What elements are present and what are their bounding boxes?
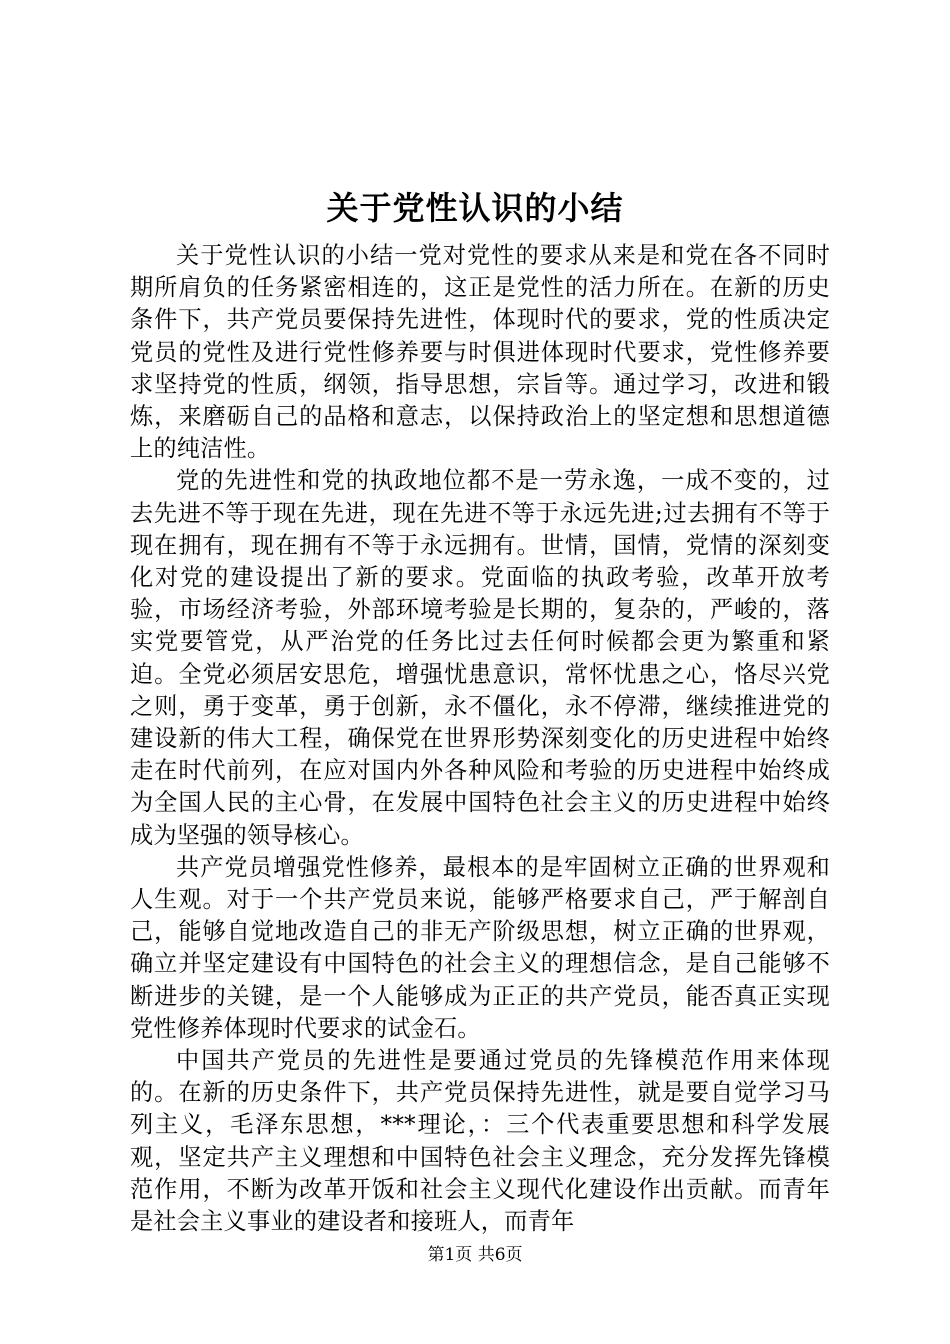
paragraph-4: 中国共产党员的先进性是要通过党员的先锋模范作用来体现的。在新的历史条件下，共产党员保持先进性，就是要自觉学习马列主义，毛泽东思想，***理论，：三个代表重要思想和科学发展观，坚定共产主义理想和中国特色社会主义理念，充分发挥先锋模范作用，不断为改革开饭和社会主义现代化建设作出贡献。而青年是社会主义事业的建设者和接班人，而青年 [130, 1047, 830, 1236]
paragraph-1: 关于党性认识的小结一党对党性的要求从来是和党在各不同时期所肩负的任务紧密相连的，这正是党性的活力所在。在新的历史条件下，共产党员要保持先进性，体现时代的要求，党的性质决定党员的党性及进行党性修养要与时俱进体现时代要求，党性修养要求坚持党的性质，纲领，指导思想，宗旨等。通过学习，改进和锻炼，来磨砺自己的品格和意志，以保持政治上的坚定想和思想道德上的纯洁性。 [130, 242, 830, 463]
page-number-footer: 第1页 共6页 [427, 1245, 523, 1265]
document-title: 关于党性认识的小结 [326, 189, 624, 227]
paragraph-2: 党的先进性和党的执政地位都不是一劳永逸，一成不变的，过去先进不等于现在先进，现在先进不等于永远先进;过去拥有不等于现在拥有，现在拥有不等于永远拥有。世情，国情，党情的深刻变化对党的建设提出了新的要求。党面临的执政考验，改革开放考验，市场经济考验，外部环境考验是长期的，复杂的，严峻的，落实党要管党，从严治党的任务比过去任何时候都会更为繁重和紧迫。全党必须居安思危，增强忧患意识，常怀忧患之心，恪尽兴党之则，勇于变革，勇于创新，永不僵化，永不停滞，继续推进党的建设新的伟大工程，确保党在世界形势深刻变化的历史进程中始终走在时代前列，在应对国内外各种风险和考验的历史进程中始终成为全国人民的主心骨，在发展中国特色社会主义的历史进程中始终成为坚强的领导核心。 [130, 467, 830, 849]
document-body [130, 240, 830, 1238]
paragraph-3: 共产党员增强党性修养，最根本的是牢固树立正确的世界观和人生观。对于一个共产党员来说，能够严格要求自己，严于解剖自己，能够自觉地改造自己的非无产阶级思想，树立正确的世界观，确立并坚定建设有中国特色的社会主义的理想信念，是自己能够不断进步的关键，是一个人能够成为正正的共产党员，能否真正实现党性修养体现时代要求的试金石。 [130, 853, 830, 1042]
